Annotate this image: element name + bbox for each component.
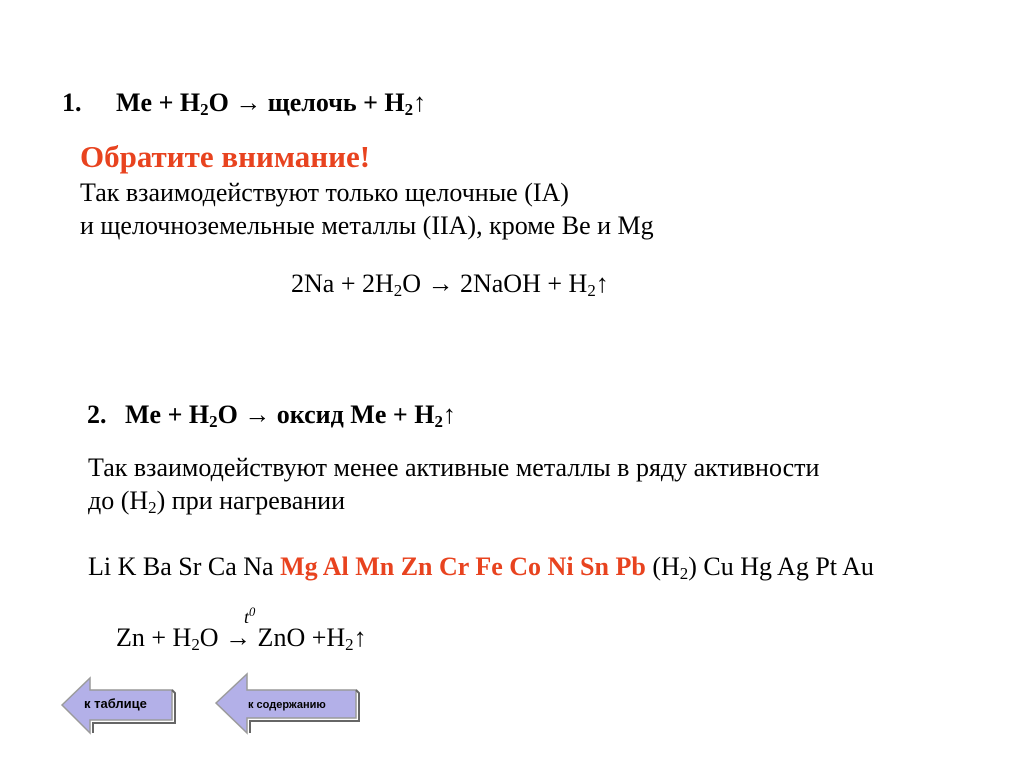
item-number-2: 2. (87, 400, 107, 429)
reaction-1-line (62, 88, 426, 118)
example-2-equation (116, 623, 367, 653)
reaction-2-sub: 2 (434, 412, 443, 432)
series-active-metals: Li K Ba Sr Ca Na (88, 552, 281, 581)
reaction-2-part: Me + H (125, 400, 210, 429)
reaction-1-part: Me + H (116, 88, 201, 117)
note-part: ) при нагревании (156, 486, 345, 515)
item-number-1: 1. (62, 88, 82, 117)
reaction-2-line (87, 400, 456, 430)
up-arrow-icon: ↑ (442, 400, 456, 429)
activity-series (88, 552, 874, 582)
note-2-line-2 (88, 486, 345, 516)
reaction-1-sub: 2 (404, 100, 414, 120)
equation-sub: 2 (191, 635, 200, 655)
attention-title: Обратите внимание! (80, 139, 371, 174)
equation-sub: 2 (587, 281, 596, 301)
series-hydrogen: (H (645, 552, 680, 581)
to-table-button[interactable] (60, 676, 178, 736)
reaction-2-part: O → оксид Me + H (217, 400, 435, 429)
equation-part: Zn + H (116, 623, 192, 652)
equation-part: O → ZnO +H (199, 623, 346, 652)
series-sub: 2 (679, 564, 689, 584)
note-part: до (H (88, 486, 149, 515)
to-table-label: к таблице (84, 696, 147, 711)
equation-part: 2Na + 2H (291, 269, 394, 298)
condition-sup: 0 (249, 605, 256, 619)
condition-t: t (244, 607, 250, 627)
series-highlighted-metals: Mg Al Mn Zn Cr Fe Co Ni Sn Pb (280, 552, 646, 581)
equation-part: O → 2NaOH + H (402, 269, 588, 298)
series-inactive-metals: ) Cu Hg Ag Pt Au (688, 552, 874, 581)
example-1-equation (291, 269, 609, 299)
note-2-line-1: Так взаимодействуют менее активные металлы в ряду активности (88, 453, 820, 482)
to-contents-button[interactable] (214, 672, 362, 736)
reaction-1-sub: 2 (200, 100, 209, 120)
up-arrow-icon: ↑ (595, 269, 609, 298)
reaction-2-sub: 2 (209, 412, 218, 432)
up-arrow-icon: ↑ (353, 623, 367, 652)
equation-sub: 2 (393, 281, 403, 301)
reaction-1-part: O → щелочь + H (208, 88, 405, 117)
attention-line-2: и щелочноземельные металлы (IIA), кроме Be и Mg (80, 211, 654, 240)
equation-sub: 2 (345, 635, 354, 655)
note-sub: 2 (148, 498, 157, 518)
attention-line-1: Так взаимодействуют только щелочные (IA) (80, 178, 569, 207)
up-arrow-icon: ↑ (413, 88, 427, 117)
to-contents-label: к содержанию (248, 699, 326, 711)
